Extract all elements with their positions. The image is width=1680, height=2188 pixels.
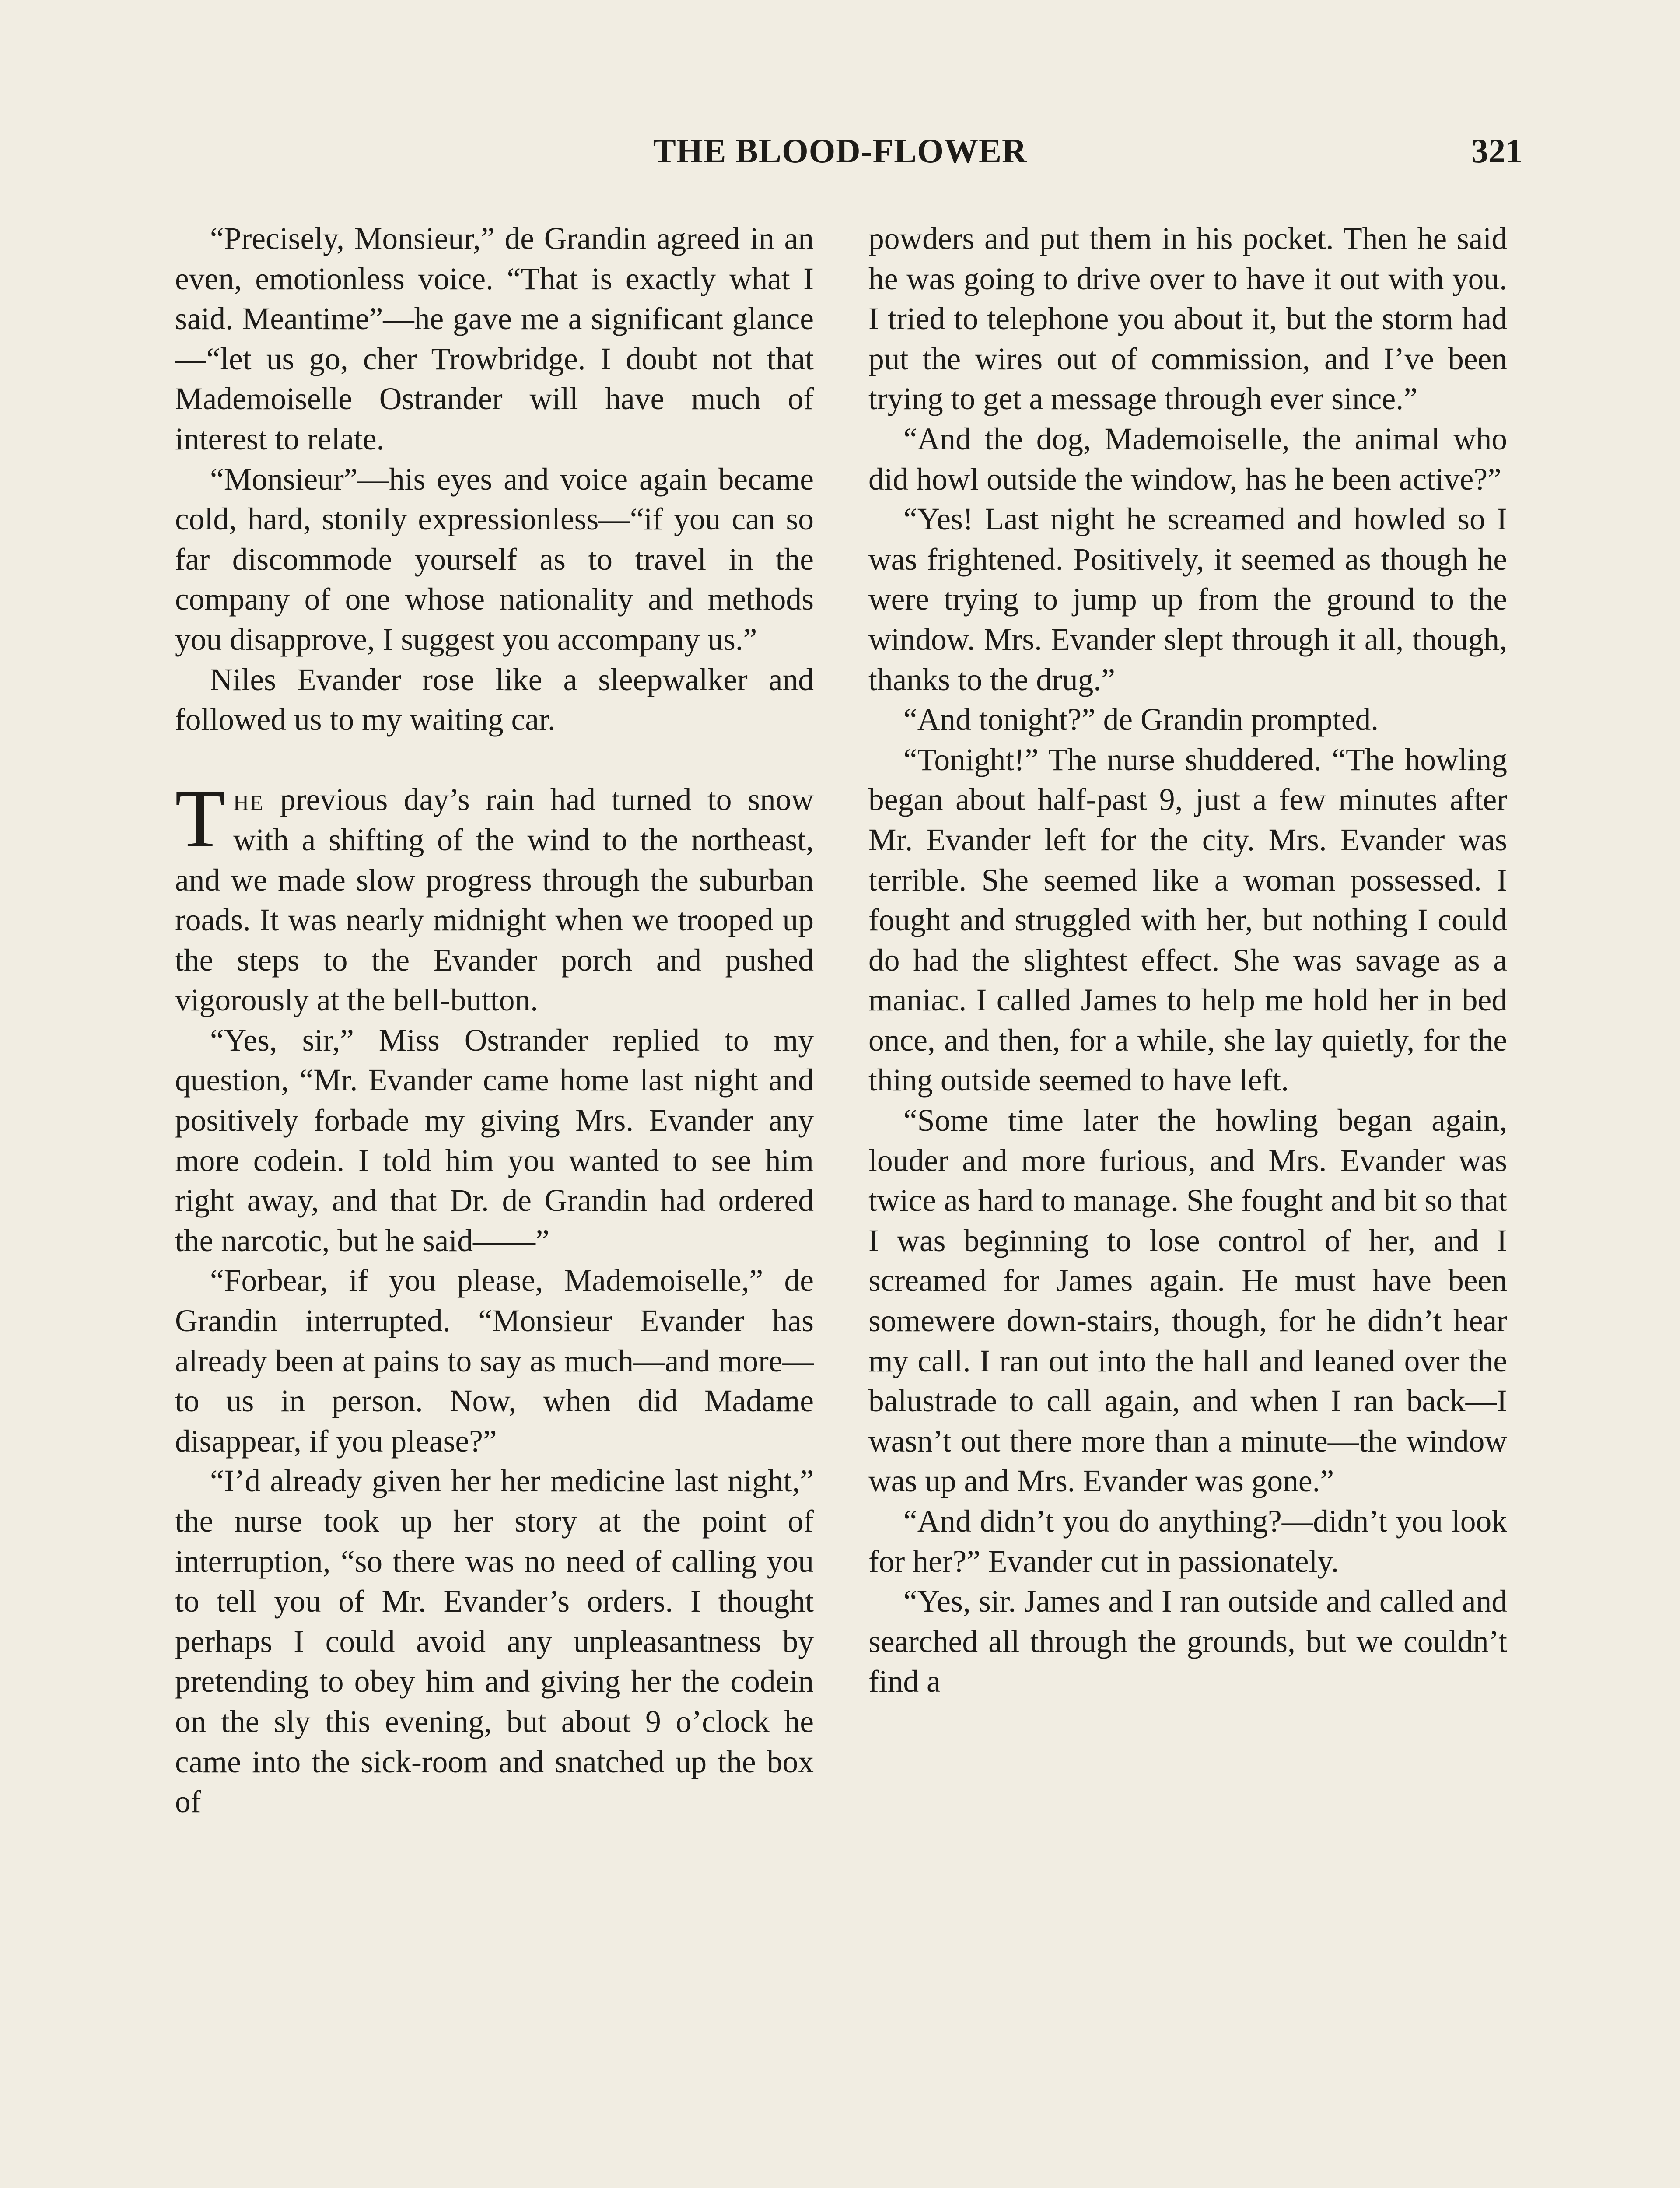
paragraph: “Precisely, Monsieur,” de Grandin agreed in an even, emotionless voice. “That is exactly what I said. Meantime”—he gave me a significant glance—“let us go, cher Trowbridge. I doubt not that Mademoiselle Ostrander will have much of interest to relate. xyxy=(175,221,814,456)
running-head xyxy=(0,131,1680,184)
paragraph: “And didn’t you do anything?—didn’t you look for her?” Evander cut in passionately. xyxy=(868,1504,1507,1579)
right-column xyxy=(868,219,1507,1702)
paragraph: “I’d already given her her medicine last night,” the nurse took up her story at the point of interruption, “so there was no need of calling you to tell you of Mr. Evander’s orders. I thought perhaps I could avoid any unpleasantness by pretending to obey him and giving her the codein on the sly this evening, but about 9 o’clock he came into the sick-room and snatched up the box of xyxy=(175,1464,814,1820)
page-number: 321 xyxy=(1471,132,1522,170)
paragraph: “Yes! Last night he screamed and howled so I was frightened. Positively, it seemed as though he were trying to jump up from the ground to the window. Mrs. Evander slept through it all, though, thanks to the drug.” xyxy=(868,502,1507,697)
running-title: THE BLOOD-FLOWER xyxy=(653,132,1027,170)
left-column xyxy=(175,219,814,1822)
paragraph: “Forbear, if you please, Mademoiselle,” de Grandin interrupted. “Monsieur Evander has already been at pains to say as much—and more—to us in person. Now, when did Madame disappear, if you please?” xyxy=(175,1263,814,1459)
drop-cap: T xyxy=(175,773,225,865)
paragraph: “And the dog, Mademoiselle, the animal who did howl outside the window, has he been active?” xyxy=(868,421,1507,497)
small-caps-lead: he xyxy=(233,782,264,817)
paragraph: “Yes, sir. James and I ran outside and called and searched all through the grounds, but we couldn’t find a xyxy=(868,1584,1507,1699)
paragraph: “Monsieur”—his eyes and voice again became cold, hard, stonily expressionless—“if you can so far discommode yourself as to travel in the company of one whose nationality and methods you disapprove, I suggest you accompany us.” xyxy=(175,462,814,657)
paragraph: “Yes, sir,” Miss Ostrander replied to my question, “Mr. Evander came home last night and positively forbade my giving Mrs. Evander any more codein. I told him you wanted to see him right away, and that Dr. de Grandin had ordered the narcotic, but he said——” xyxy=(175,1023,814,1258)
paragraph: Niles Evander rose like a sleepwalker and followed us to my waiting car. xyxy=(175,662,814,737)
paragraph: “Tonight!” The nurse shuddered. “The howling began about half-past 9, just a few minutes after Mr. Evander left for the city. Mrs. Evander was terrible. She seemed like a woman possessed. I fought and struggled with her, but nothing I could do had the slightest effect. She was savage as a maniac. I called James to help me hold her in bed once, and then, for a while, she lay quietly, for the thing outside seemed to have left. xyxy=(868,742,1507,1098)
paragraph: “And tonight?” de Grandin prompted. xyxy=(903,702,1379,737)
section-text: previous day’s rain had turned to snow with a shifting of the wind to the northeast, and we made slow progress through the suburban roads. It was nearly midnight when we trooped up the steps to the Evander porch and pushed vigorously at the bell-button. xyxy=(175,782,814,1018)
paragraph: “Some time later the howling began again, louder and more furious, and Mrs. Evander was twice as hard to manage. She fought and bit so that I was beginning to lose control of her, and I screamed for James again. He must have been somewere down-stairs, though, for he didn’t hear my call. I ran out into the hall and leaned over the balustrade to call again, and when I ran back—I wasn’t out there more than a minute—the window was up and Mrs. Evander was gone.” xyxy=(868,1103,1507,1499)
section-paragraph xyxy=(175,773,814,1020)
continued-paragraph: powders and put them in his pocket. Then he said he was going to drive over to have it out with you. I tried to telephone you about it, but the storm had put the wires out of commission, and I’ve been trying to get a message through ever since.” xyxy=(868,221,1507,417)
